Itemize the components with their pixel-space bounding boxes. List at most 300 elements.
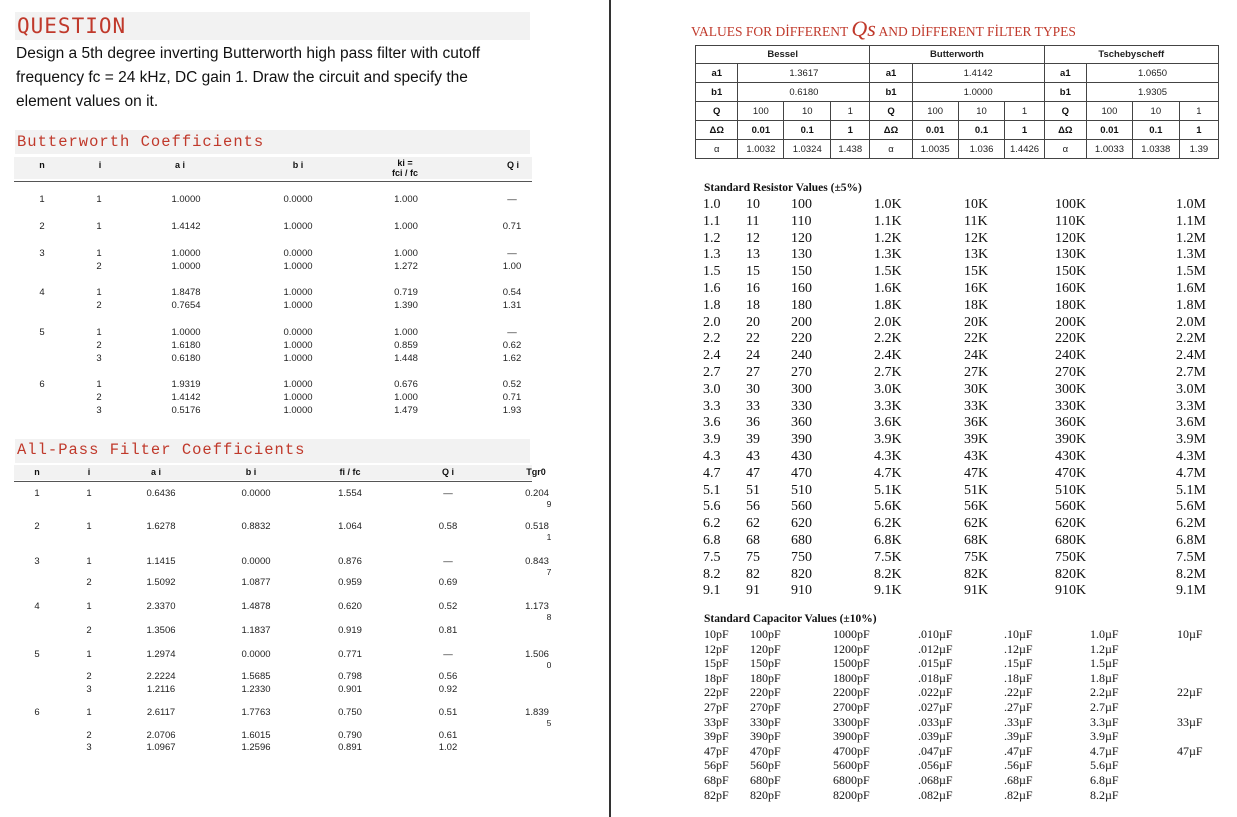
q-value: 100 — [912, 102, 958, 121]
bw-cell-k: 0.676 — [394, 379, 418, 390]
resistor-value: 680K — [1055, 533, 1087, 548]
ap-cell-t: 0.204 — [525, 488, 549, 499]
resistor-value: 39K — [964, 432, 989, 448]
resistor-value: 1.1M — [1176, 213, 1206, 229]
row-a1-label: a1 — [1044, 64, 1086, 83]
capacitor-value: 270pF — [750, 700, 781, 714]
bw-header-n: n — [39, 160, 45, 170]
resistor-value: 8.2 — [703, 566, 721, 582]
resistor-value: 1.3 — [703, 247, 721, 263]
bw-cell-b: 1.0000 — [283, 221, 313, 232]
resistor-value: 2.7K — [874, 365, 902, 380]
resistor-value: 1.6 — [703, 281, 721, 296]
resistor-value: 820 — [791, 566, 812, 582]
question-text — [16, 42, 546, 114]
capacitor-value: .033µF — [918, 714, 953, 729]
resistor-value: 430 — [791, 449, 812, 464]
resistor-value: 22K — [964, 331, 989, 347]
resistor-value: 5.6K — [874, 499, 902, 515]
resistor-value: 12K — [964, 230, 989, 246]
ap-cell-a: 1.5092 — [146, 577, 176, 588]
resistor-value: 9.1K — [874, 583, 902, 599]
resistor-value: 110K — [1055, 213, 1086, 229]
resistor-value: 5.1 — [703, 482, 721, 498]
bw-cell-k: 1.390 — [394, 300, 418, 311]
tsch-alpha: 1.0338 — [1132, 140, 1179, 159]
q-value: 10 — [1132, 102, 1179, 121]
q-value: 1 — [1179, 102, 1218, 121]
resistor-value: 33K — [964, 398, 989, 414]
bw-cell-q: 0.71 — [502, 221, 522, 232]
ap-cell-q: 0.69 — [438, 577, 458, 588]
ap-cell-f: 0.771 — [338, 649, 362, 660]
question-line-1: Design a 5th degree inverting Butterworth high pass filter with cutoff — [16, 45, 481, 62]
capacitor-value: .82µF — [1004, 787, 1033, 802]
ap-cell-t-cont: 0 — [546, 660, 552, 670]
capacitor-value: 1.5µF — [1090, 656, 1119, 671]
ap-cell-i: 1 — [86, 488, 92, 499]
ap-cell-f: 0.620 — [338, 601, 362, 612]
bw-cell-k: 1.000 — [394, 194, 418, 205]
ap-cell-b: 0.0000 — [241, 649, 271, 660]
group-butterworth: Butterworth — [870, 46, 1044, 64]
capacitor-value: 3900pF — [833, 729, 870, 744]
values-table-title — [691, 16, 1076, 42]
bw-cell-i: 1 — [96, 287, 102, 298]
capacitor-value: 220pF — [750, 685, 781, 700]
bw-cell-q: — — [507, 248, 517, 259]
ap-cell-q: — — [443, 556, 453, 567]
resistor-value: 62 — [746, 516, 760, 532]
bw-cell-b: 1.0000 — [283, 353, 313, 364]
ap-cell-i: 3 — [86, 684, 92, 695]
resistor-value: 2.2M — [1176, 331, 1206, 347]
ap-header-t: Tgr0 — [526, 467, 546, 477]
resistor-value: 43K — [964, 449, 989, 464]
resistor-value: 1.8K — [874, 297, 902, 313]
capacitor-value: 1800pF — [833, 670, 870, 685]
resistor-value: 620 — [791, 516, 812, 532]
resistor-value: 1.1 — [703, 213, 721, 229]
bw-cell-a: 1.0000 — [171, 194, 201, 205]
ap-cell-i: 1 — [86, 601, 92, 612]
bw-cell-k: 1.000 — [394, 248, 418, 259]
ap-cell-t-cont: 1 — [546, 532, 552, 542]
resistor-value: 12 — [746, 230, 760, 246]
capacitor-value: 1.2µF — [1090, 641, 1119, 656]
bw-cell-i: 1 — [96, 248, 102, 259]
resistor-value: 1.1K — [874, 213, 902, 229]
resistor-value: 15 — [746, 264, 760, 280]
row-alpha-label: α — [870, 140, 912, 159]
capacitor-value: 18pF — [704, 670, 729, 685]
ap-header-rule — [14, 481, 532, 482]
resistor-value: 620K — [1055, 516, 1087, 532]
resistor-value: 3.3 — [703, 398, 721, 414]
resistor-value: 3.0M — [1176, 381, 1206, 397]
resistor-value: 1.6M — [1176, 281, 1206, 296]
bw-cell-i: 2 — [96, 392, 102, 403]
bw-cell-a: 0.5176 — [171, 405, 201, 416]
capacitor-value: 1200pF — [833, 641, 870, 656]
bw-cell-k: 0.719 — [394, 287, 418, 298]
butter-alpha: 1.036 — [958, 140, 1005, 159]
bessel-a1: 1.3617 — [738, 64, 870, 83]
capacitor-value: 4.7µF — [1090, 743, 1119, 758]
capacitor-value: .047µF — [918, 743, 953, 758]
bw-header-i: i — [98, 160, 102, 170]
resistor-value: 1.0 — [703, 197, 721, 212]
ap-cell-q: — — [443, 488, 453, 499]
row-alpha-label: α — [1044, 140, 1086, 159]
ap-cell-i: 1 — [86, 707, 92, 718]
dq-value: 1 — [831, 121, 870, 140]
bw-cell-b: 1.0000 — [283, 340, 313, 351]
resistor-value: 51 — [746, 482, 760, 498]
ap-cell-t-cont: 5 — [546, 718, 552, 728]
bw-cell-a: 1.8478 — [171, 287, 201, 298]
row-q-label: Q — [870, 102, 912, 121]
bw-cell-n: 1 — [39, 194, 45, 205]
ap-cell-f: 0.901 — [338, 684, 362, 695]
capacitor-value: .56µF — [1004, 758, 1033, 773]
resistor-value: 24 — [746, 348, 760, 364]
capacitor-value: 8.2µF — [1090, 787, 1119, 802]
ap-cell-f: 0.959 — [338, 577, 362, 588]
resistor-value: 8.2K — [874, 566, 902, 582]
row-q-label: Q — [1044, 102, 1086, 121]
bw-cell-q: 1.93 — [502, 405, 522, 416]
bw-cell-k: 1.272 — [394, 261, 418, 272]
bw-cell-a: 1.0000 — [171, 327, 201, 338]
tsch-a1: 1.0650 — [1087, 64, 1219, 83]
ap-cell-t: 0.518 — [525, 521, 549, 532]
resistor-value: 3.3K — [874, 398, 902, 414]
question-title: QUESTION — [17, 14, 127, 38]
capacitor-table-title: Standard Capacitor Values (±10%) — [704, 613, 877, 625]
resistor-value: 910K — [1055, 583, 1087, 599]
ap-cell-a: 1.3506 — [146, 625, 176, 636]
butter-alpha: 1.4426 — [1005, 140, 1044, 159]
ap-cell-t: 1.506 — [525, 649, 549, 660]
capacitor-value: 12pF — [704, 641, 729, 656]
bw-cell-n: 2 — [39, 221, 45, 232]
bw-cell-q: 0.71 — [502, 392, 522, 403]
resistor-value: 36K — [964, 415, 989, 431]
resistor-value: 27 — [746, 365, 760, 380]
capacitor-value: 5600pF — [833, 758, 870, 773]
tsch-b1: 1.9305 — [1087, 83, 1219, 102]
ap-cell-i: 1 — [86, 649, 92, 660]
capacitor-value: 56pF — [704, 758, 729, 773]
dq-value: 0.1 — [958, 121, 1005, 140]
capacitor-value: 1500pF — [833, 656, 870, 671]
ap-cell-i: 2 — [86, 577, 92, 588]
butterworth-title: Butterworth Coefficients — [17, 133, 265, 151]
capacitor-value: 6800pF — [833, 773, 870, 787]
resistor-value: 9.1 — [703, 583, 721, 599]
resistor-value: 91 — [746, 583, 760, 599]
resistor-value: 1.2K — [874, 230, 902, 246]
bw-cell-i: 1 — [96, 221, 102, 232]
resistor-value: 33 — [746, 398, 760, 414]
resistor-value: 82 — [746, 566, 760, 582]
ap-cell-q: 0.56 — [438, 671, 458, 682]
capacitor-value: .15µF — [1004, 656, 1033, 671]
bw-cell-q: — — [507, 194, 517, 205]
capacitor-value: 33µF — [1177, 714, 1203, 729]
bw-cell-k: 1.479 — [394, 405, 418, 416]
ap-cell-t-cont: 7 — [546, 567, 552, 577]
row-alpha-label: α — [696, 140, 738, 159]
q-value: 1 — [1005, 102, 1044, 121]
resistor-value: 3.6 — [703, 415, 721, 431]
capacitor-value: 47pF — [704, 743, 729, 758]
resistor-value: 36 — [746, 415, 760, 431]
capacitor-value: 15pF — [704, 656, 729, 671]
question-line-3: element values on it. — [16, 93, 159, 110]
row-a1-label: a1 — [696, 64, 738, 83]
resistor-value: 3.0K — [874, 381, 902, 397]
resistor-value: 1.2M — [1176, 230, 1206, 246]
ap-cell-n: 4 — [34, 601, 40, 612]
resistor-value: 11K — [964, 213, 988, 229]
ap-cell-q: 0.92 — [438, 684, 458, 695]
capacitor-value: .039µF — [918, 729, 953, 744]
capacitor-value: .015µF — [918, 656, 953, 671]
resistor-value: 6.8 — [703, 533, 721, 548]
resistor-value: 82K — [964, 566, 989, 582]
resistor-value: 270 — [791, 365, 812, 380]
resistor-value: 5.6M — [1176, 499, 1206, 515]
resistor-value: 2.0 — [703, 314, 721, 330]
resistor-value: 16 — [746, 281, 760, 296]
resistor-value: 270K — [1055, 365, 1087, 380]
resistor-value: 75K — [964, 549, 989, 565]
ap-cell-a: 2.2224 — [146, 671, 176, 682]
resistor-value: 130 — [791, 247, 812, 263]
capacitor-value: .18µF — [1004, 670, 1033, 685]
bessel-b1: 0.6180 — [738, 83, 870, 102]
bessel-alpha: 1.438 — [831, 140, 870, 159]
bw-cell-a: 1.0000 — [171, 261, 201, 272]
ap-header-b: b i — [245, 467, 257, 477]
resistor-value: 56K — [964, 499, 989, 515]
bw-cell-n: 3 — [39, 248, 45, 259]
resistor-value: 220K — [1055, 331, 1087, 347]
bw-header-rule — [14, 181, 532, 182]
ap-cell-b: 1.7763 — [241, 707, 271, 718]
resistor-value: 510 — [791, 482, 812, 498]
resistor-value: 15K — [964, 264, 989, 280]
capacitor-value: 1.0µF — [1090, 627, 1119, 641]
ap-cell-f: 0.891 — [338, 742, 362, 753]
bw-cell-a: 1.4142 — [171, 392, 201, 403]
resistor-value: 680 — [791, 533, 812, 548]
resistor-value: 47 — [746, 465, 760, 481]
resistor-value: 560K — [1055, 499, 1087, 515]
bw-cell-a: 1.9319 — [171, 379, 201, 390]
ap-cell-b: 0.0000 — [241, 556, 271, 567]
ap-cell-q: 0.52 — [438, 601, 458, 612]
resistor-value: 1.8M — [1176, 297, 1206, 313]
bw-cell-i: 3 — [96, 353, 102, 364]
resistor-value: 820K — [1055, 566, 1087, 582]
ap-cell-b: 0.8832 — [241, 521, 271, 532]
resistor-value: 180 — [791, 297, 812, 313]
ap-cell-q: 0.81 — [438, 625, 458, 636]
row-q-label: Q — [696, 102, 738, 121]
resistor-value: 10 — [746, 197, 760, 212]
resistor-value: 4.7 — [703, 465, 721, 481]
bw-cell-b: 1.0000 — [283, 379, 313, 390]
ap-cell-n: 3 — [34, 556, 40, 567]
resistor-value: 510K — [1055, 482, 1087, 498]
resistor-value: 120 — [791, 230, 812, 246]
capacitor-value: 10µF — [1177, 627, 1203, 641]
resistor-value: 160K — [1055, 281, 1087, 296]
resistor-value: 4.3M — [1176, 449, 1206, 464]
resistor-value: 330 — [791, 398, 812, 414]
ap-cell-a: 1.0967 — [146, 742, 176, 753]
resistor-value: 68K — [964, 533, 989, 548]
resistor-value: 3.9 — [703, 432, 721, 448]
group-bessel: Bessel — [696, 46, 870, 64]
bw-cell-a: 1.4142 — [171, 221, 201, 232]
resistor-value: 2.7 — [703, 365, 721, 380]
ap-cell-a: 2.6117 — [146, 707, 176, 718]
resistor-value: 360 — [791, 415, 812, 431]
capacitor-value: 68pF — [704, 773, 729, 787]
ap-header-q: Q i — [441, 467, 454, 477]
bw-cell-a: 0.6180 — [171, 353, 201, 364]
resistor-value: 39 — [746, 432, 760, 448]
capacitor-value: .33µF — [1004, 714, 1033, 729]
bessel-alpha: 1.0324 — [784, 140, 831, 159]
dq-value: 1 — [1005, 121, 1044, 140]
resistor-value: 3.6M — [1176, 415, 1206, 431]
resistor-value: 1.3K — [874, 247, 902, 263]
values-table — [695, 45, 1219, 159]
bw-cell-k: 0.859 — [394, 340, 418, 351]
bw-cell-a: 0.7654 — [171, 300, 201, 311]
capacitor-value: 2.7µF — [1090, 700, 1119, 714]
resistor-value: 68 — [746, 533, 760, 548]
capacitor-value: 1000pF — [833, 627, 870, 641]
resistor-table-title: Standard Resistor Values (±5%) — [704, 182, 862, 194]
resistor-value: 130K — [1055, 247, 1087, 263]
capacitor-value: 2200pF — [833, 685, 870, 700]
resistor-value: 75 — [746, 549, 760, 565]
capacitor-value: 100pF — [750, 627, 781, 641]
q-value: 1 — [831, 102, 870, 121]
ap-cell-t: 0.843 — [525, 556, 549, 567]
resistor-value: 27K — [964, 365, 989, 380]
allpass-title: All-Pass Filter Coefficients — [17, 441, 306, 459]
ap-cell-t-cont: 8 — [546, 612, 552, 622]
bw-cell-b: 0.0000 — [283, 327, 313, 338]
resistor-value: 150 — [791, 264, 812, 280]
ap-cell-f: 1.554 — [338, 488, 362, 499]
ap-cell-t: 1.839 — [525, 707, 549, 718]
q-value: 10 — [958, 102, 1005, 121]
bw-cell-b: 1.0000 — [283, 405, 313, 416]
bw-header-q: Q i — [506, 160, 519, 170]
resistor-value: 5.1K — [874, 482, 902, 498]
capacitor-value: 10pF — [704, 627, 729, 641]
ap-cell-i: 2 — [86, 671, 92, 682]
resistor-value: 1.2 — [703, 230, 721, 246]
ap-cell-n: 1 — [34, 488, 40, 499]
resistor-value: 750 — [791, 549, 812, 565]
bw-cell-i: 2 — [96, 300, 102, 311]
row-b1-label: b1 — [696, 83, 738, 102]
ap-cell-a: 1.2974 — [146, 649, 176, 660]
capacitor-value: 6.8µF — [1090, 773, 1119, 787]
ap-cell-t-cont: 9 — [546, 499, 552, 509]
ap-cell-b: 1.6015 — [241, 730, 271, 741]
ap-cell-f: 0.919 — [338, 625, 362, 636]
resistor-value: 1.6K — [874, 281, 902, 296]
resistor-value: 5.6 — [703, 499, 721, 515]
resistor-value: 4.7M — [1176, 465, 1206, 481]
resistor-value: 3.6K — [874, 415, 902, 431]
resistor-value: 200 — [791, 314, 812, 330]
capacitor-value: 39pF — [704, 729, 729, 744]
capacitor-value: .39µF — [1004, 729, 1033, 744]
ap-cell-q: — — [443, 649, 453, 660]
capacitor-value: .027µF — [918, 700, 953, 714]
ap-cell-i: 1 — [86, 521, 92, 532]
resistor-value: 62K — [964, 516, 989, 532]
resistor-value: 100 — [791, 197, 812, 212]
bw-cell-i: 3 — [96, 405, 102, 416]
capacitor-value: 4700pF — [833, 743, 870, 758]
resistor-value: 30 — [746, 381, 760, 397]
group-tschebyscheff: Tschebyscheff — [1044, 46, 1218, 64]
resistor-value: 240K — [1055, 348, 1087, 364]
capacitor-value: 27pF — [704, 700, 729, 714]
capacitor-value: .47µF — [1004, 743, 1033, 758]
capacitor-value: 47µF — [1177, 743, 1203, 758]
capacitor-value: .68µF — [1004, 773, 1033, 787]
bw-cell-b: 1.0000 — [283, 261, 313, 272]
resistor-value: 750K — [1055, 549, 1087, 565]
bw-cell-n: 6 — [39, 379, 45, 390]
capacitor-value: 560pF — [750, 758, 781, 773]
capacitor-value: .068µF — [918, 773, 953, 787]
ap-cell-a: 2.3370 — [146, 601, 176, 612]
values-title-post: AND DİFFERENT FİLTER TYPES — [878, 24, 1076, 39]
resistor-value: 470 — [791, 465, 812, 481]
ap-cell-q: 0.51 — [438, 707, 458, 718]
capacitor-value: 120pF — [750, 641, 781, 656]
ap-header-i: i — [87, 467, 91, 477]
resistor-value: 2.0K — [874, 314, 902, 330]
resistor-value: 6.8M — [1176, 533, 1206, 548]
ap-cell-a: 2.0706 — [146, 730, 176, 741]
bw-cell-i: 2 — [96, 340, 102, 351]
bw-cell-k: 1.000 — [394, 221, 418, 232]
ap-cell-i: 2 — [86, 625, 92, 636]
resistor-value: 150K — [1055, 264, 1087, 280]
capacitor-value: 2.2µF — [1090, 685, 1119, 700]
resistor-value: 2.0M — [1176, 314, 1206, 330]
capacitor-value: 150pF — [750, 656, 781, 671]
resistor-value: 120K — [1055, 230, 1087, 246]
page-divider — [609, 0, 611, 817]
capacitor-value: 1.8µF — [1090, 670, 1119, 685]
